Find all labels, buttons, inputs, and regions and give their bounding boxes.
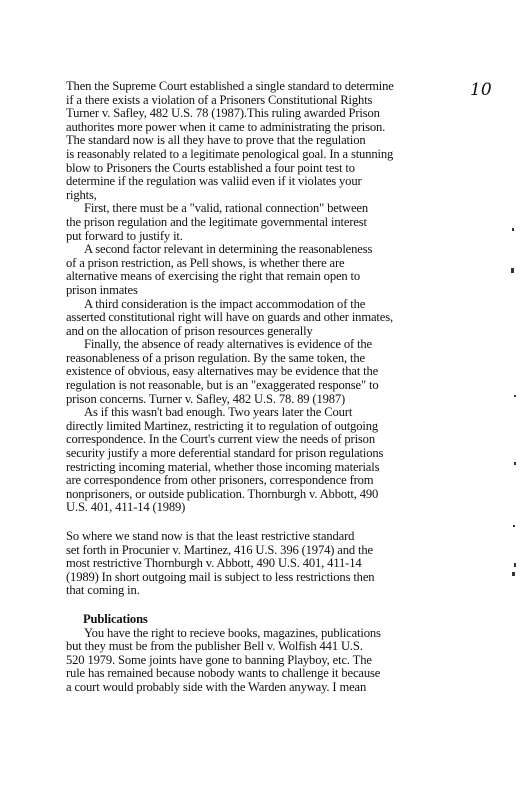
summary-paragraph [66,530,456,598]
text-line: authorites more power when it came to administrating the prison. [66,119,386,134]
text-line: prison inmates [66,282,138,297]
text-line: most restrictive Thornburgh v. Abbott, 490 U.S. 401, 411-14 [66,556,362,571]
scan-speck [514,563,516,567]
text-line: existence of obvious, easy alternatives may be evidence that the [66,364,379,379]
text-line: of a prison restriction, as Pell shows, is whether there are [66,255,345,270]
scan-speck [512,228,514,231]
page-number: 10 [470,80,492,100]
scan-speck [514,395,516,397]
document-body [66,80,456,695]
text-line: Turner v. Safley, 482 U.S. 78 (1987).This ruling awarded Prison [66,106,380,121]
text-line: regulation is not reasonable, but is an "exaggerated response" to [66,378,379,393]
text-line: The standard now is all they have to prove that the regulation [66,133,366,148]
text-line: Then the Supreme Court established a single standard to determine [66,79,394,93]
text-line: put forward to justify it. [66,228,183,243]
first-factor-paragraph [66,202,456,243]
text-line: blow to Prisoners the Courts established a four point test to [66,160,355,175]
text-line: prison concerns. Turner v. Safley, 482 U.S. 78. 89 (1987) [66,391,346,406]
text-line: (1989) In short outgoing mail is subject to less restrictions then [66,569,375,584]
text-line: security justify a more deferential standard for prison regulations [66,446,384,461]
text-line: but they must be from the publisher Bell v. Wolfish 441 U.S. [66,639,363,654]
scan-speck [512,572,515,576]
text-line: A second factor relevant in determining the reasonableness [84,242,373,257]
text-line: correspondence. In the Court's current view the needs of prison [66,432,375,447]
text-line: restricting incoming material, whether those incoming materials [66,459,380,474]
text-line: nonprisoners, or outside publication. Thornburgh v. Abbott, 490 [66,486,379,501]
text-line: So where we stand now is that the least restrictive standard [66,529,355,543]
text-line: reasonableness of a prison regulation. By the same token, the [66,350,365,365]
fourth-factor-paragraph [66,338,456,406]
text-line: alternative means of exercising the right that remain open to [66,269,361,284]
third-factor-paragraph [66,298,456,339]
martinez-paragraph [66,406,456,515]
text-line: You have the right to recieve books, magazines, publications [84,625,381,640]
text-line: if a there exists a violation of a Prisoners Constitutional Rights [66,92,373,107]
publications-paragraph [66,627,456,695]
text-line: Finally, the absence of ready alternatives is evidence of the [84,337,372,352]
text-line: and on the allocation of prison resources generally [66,323,313,338]
text-line: set forth in Procunier v. Martinez, 416 U.S. 396 (1974) and the [66,542,373,557]
text-line: rule has remained because nobody wants to challenge it because [66,666,381,681]
text-line: 520 1979. Some joints have gone to banning Playboy, etc. The [66,652,372,667]
intro-paragraph [66,80,456,202]
text-line: is reasonably related to a legitimate penological goal. In a stunning [66,146,394,161]
text-line: U.S. 401, 411-14 (1989) [66,500,186,515]
text-line: are correspondence from other prisoners, correspondence from [66,473,374,488]
section-heading: Publications [83,611,148,626]
text-line: As if this wasn't bad enough. Two years later the Court [84,405,353,420]
text-line: a court would probably side with the Warden anyway. I mean [66,679,367,694]
scan-speck [511,268,514,273]
text-line: that coming in. [66,583,140,598]
second-factor-paragraph [66,243,456,297]
text-line: First, there must be a "valid, rational connection" between [84,201,369,216]
text-line: rights, [66,187,97,202]
text-line: A third consideration is the impact accommodation of the [84,296,366,311]
text-line: the prison regulation and the legitimate governmental interest [66,214,367,229]
text-line: directly limited Martinez, restricting it to regulation of outgoing [66,418,379,433]
text-line: asserted constitutional right will have on guards and other inmates, [66,310,393,325]
scan-speck [514,462,516,465]
scan-speck [513,525,515,527]
text-line: determine if the regulation was valiid even if it violates your [66,174,362,189]
